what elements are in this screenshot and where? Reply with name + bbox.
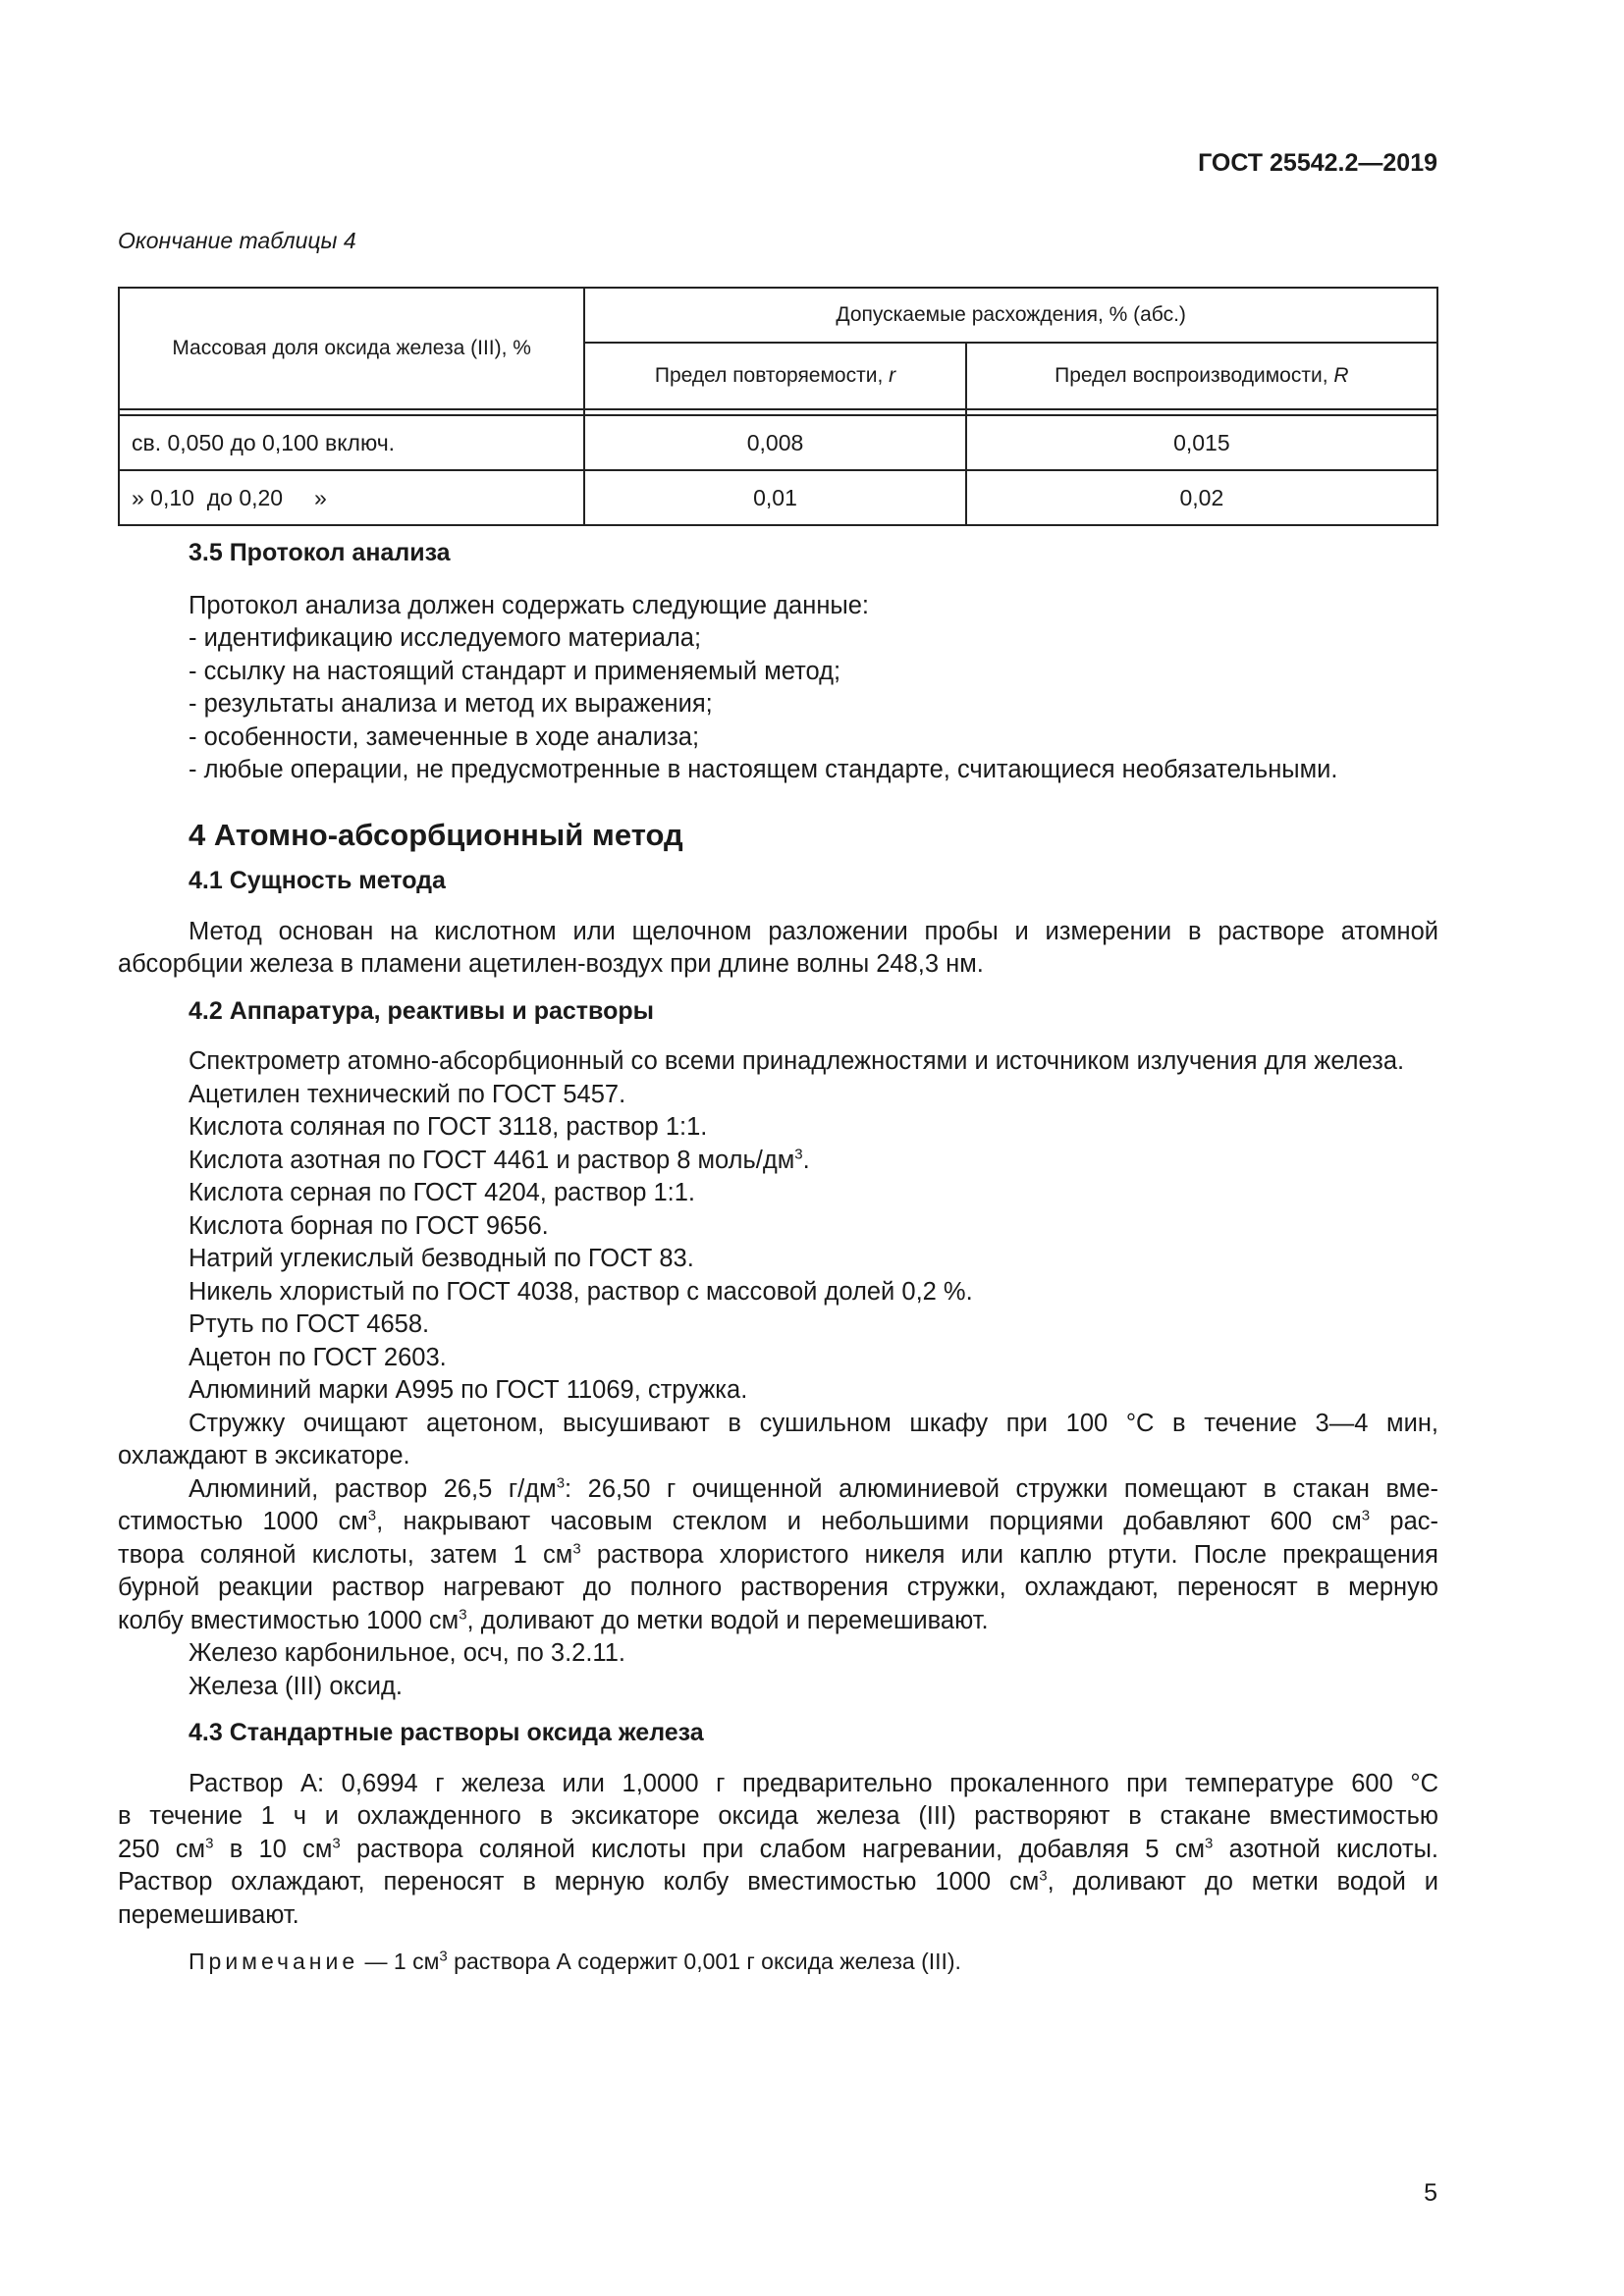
solution-a-line: в течение 1 ч и охлажденного в эксикаторе оксида железа (III) растворяют в стакане вместимостью [118, 1802, 1438, 1830]
reagent-item: Кислота серная по ГОСТ 4204, раствор 1:1. [189, 1179, 696, 1206]
note-label: Примечание [189, 1949, 359, 1974]
list-item: - особенности, замеченные в ходе анализа; [189, 722, 700, 751]
section-heading-4-1: 4.1 Сущность метода [189, 867, 446, 894]
note: Примечание — 1 $см^3$ раствора А содержит 0,001 г оксида железа (III). [189, 1948, 961, 1974]
cell-R: 0,015 [966, 415, 1437, 470]
reagent-item: Натрий углекислый безводный по ГОСТ 83. [189, 1245, 694, 1272]
reagent-item: Кислота борная по ГОСТ 9656. [189, 1211, 549, 1240]
reagent-item: Ацетон по ГОСТ 2603. [189, 1343, 447, 1371]
cell-R: 0,02 [966, 470, 1437, 525]
cell-r: 0,01 [584, 470, 965, 525]
shavings-text-line: Стружку очищают ацетоном, высушивают в сушильном шкафу при 100 °С в течение 3—4 мин, [189, 1409, 1438, 1437]
solution-a-line: Раствор охлаждают, переносят в мерную колбу вместимостью 1000 $см^3$, доливают до метки водой и [118, 1867, 1438, 1896]
spectrometer-text: Спектрометр атомно-абсорбционный со всеми принадлежностями и источником излучения для железа. [189, 1047, 1405, 1075]
reagent-item: Ртуть по ГОСТ 4658. [189, 1310, 430, 1338]
section-heading-4-2: 4.2 Аппаратура, реактивы и растворы [189, 996, 654, 1025]
cell-range: св. 0,050 до 0,100 включ. [119, 415, 584, 470]
al-solution-line: твора соляной кислоты, затем 1 $см^3$ раствора хлористого никеля или каплю ртути. После прекращения [118, 1540, 1438, 1569]
reagent-item: Железо карбонильное, осч, по 3.2.11. [189, 1639, 625, 1667]
reagent-item: Кислота соляная по ГОСТ 3118, раствор 1:1. [189, 1113, 708, 1141]
col-header-group: Допускаемые расхождения, % (абс.) [584, 288, 1437, 343]
al-solution-line: Алюминий, раствор 26,5 $г/дм^3$: 26,50 г очищенной алюминиевой стружки помещают в стакан вме- [189, 1474, 1438, 1503]
table-row [119, 415, 1437, 470]
standard-number: ГОСТ 25542.2—2019 [1198, 149, 1437, 177]
section-heading-4-3: 4.3 Стандартные растворы оксида железа [189, 1719, 704, 1746]
protocol-intro: Протокол анализа должен содержать следующие данные: [189, 591, 869, 619]
reagent-item: Алюминий марки А995 по ГОСТ 11069, стружка. [189, 1376, 748, 1404]
al-solution-line: стимостью 1000 $см^3$, накрывают часовым стеклом и небольшими порциями добавляют 600 $см^3$ рас- [118, 1507, 1438, 1535]
list-item: - результаты анализа и метод их выражения; [189, 690, 713, 718]
reagent-item: Кислота азотная по ГОСТ 4461 и раствор 8 моль/$дм^3$. [189, 1146, 810, 1174]
solution-a-line: Раствор А: 0,6994 г железа или 1,0000 г предварительно прокаленного при температуре 600 °С [189, 1769, 1438, 1797]
col-header-reproducibility: Предел воспроизводимости, R [966, 343, 1437, 409]
method-essence-text: Метод основан на кислотном или щелочном разложении пробы и измерении в растворе атомной абсорбции железа в пламени ацетилен-воздух при длине волны 248,3 нм. [118, 917, 1438, 978]
list-item: - идентификацию исследуемого материала; [189, 624, 702, 652]
document-page [118, 0, 1437, 2296]
reagent-item: Ацетилен технический по ГОСТ 5457. [189, 1080, 626, 1108]
section-heading-3-5: 3.5 Протокол анализа [189, 539, 451, 566]
section-heading-4: 4 Атомно-абсорбционный метод [189, 817, 683, 852]
solution-a-line: перемешивают. [118, 1900, 299, 1929]
document-body [118, 537, 1438, 1979]
al-solution-line: колбу вместимостью 1000 $см^3$, доливают до метки водой и перемешивают. [118, 1606, 989, 1634]
discrepancy-table [118, 287, 1438, 526]
al-solution-line: бурной реакции раствор нагревают до полного растворения стружки, охлаждают, переносят в мерную [118, 1574, 1438, 1601]
page-number: 5 [1424, 2179, 1437, 2207]
cell-range: » 0,10 до 0,20 » [119, 470, 584, 525]
list-item: - любые операции, не предусмотренные в настоящем стандарте, считающиеся необязательными. [189, 756, 1338, 783]
col-header-repeatability: Предел повторяемости, r [584, 343, 965, 409]
col-header-mass-fraction: Массовая доля оксида железа (III), % [119, 288, 584, 409]
cell-r: 0,008 [584, 415, 965, 470]
solution-a-line: 250 $см^3$ в 10 $см^3$ раствора соляной кислоты при слабом нагревании, добавляя 5 $см^3$ азотной кислоты. [118, 1835, 1439, 1863]
list-item: - ссылку на настоящий стандарт и применяемый метод; [189, 657, 841, 685]
reagent-item: Никель хлористый по ГОСТ 4038, раствор с массовой долей 0,2 %. [189, 1277, 973, 1306]
reagent-item: Железа (III) оксид. [189, 1672, 403, 1700]
table-row [119, 470, 1437, 525]
table-caption: Окончание таблицы 4 [118, 228, 356, 253]
shavings-text-line: охлаждают в эксикаторе. [118, 1442, 410, 1469]
